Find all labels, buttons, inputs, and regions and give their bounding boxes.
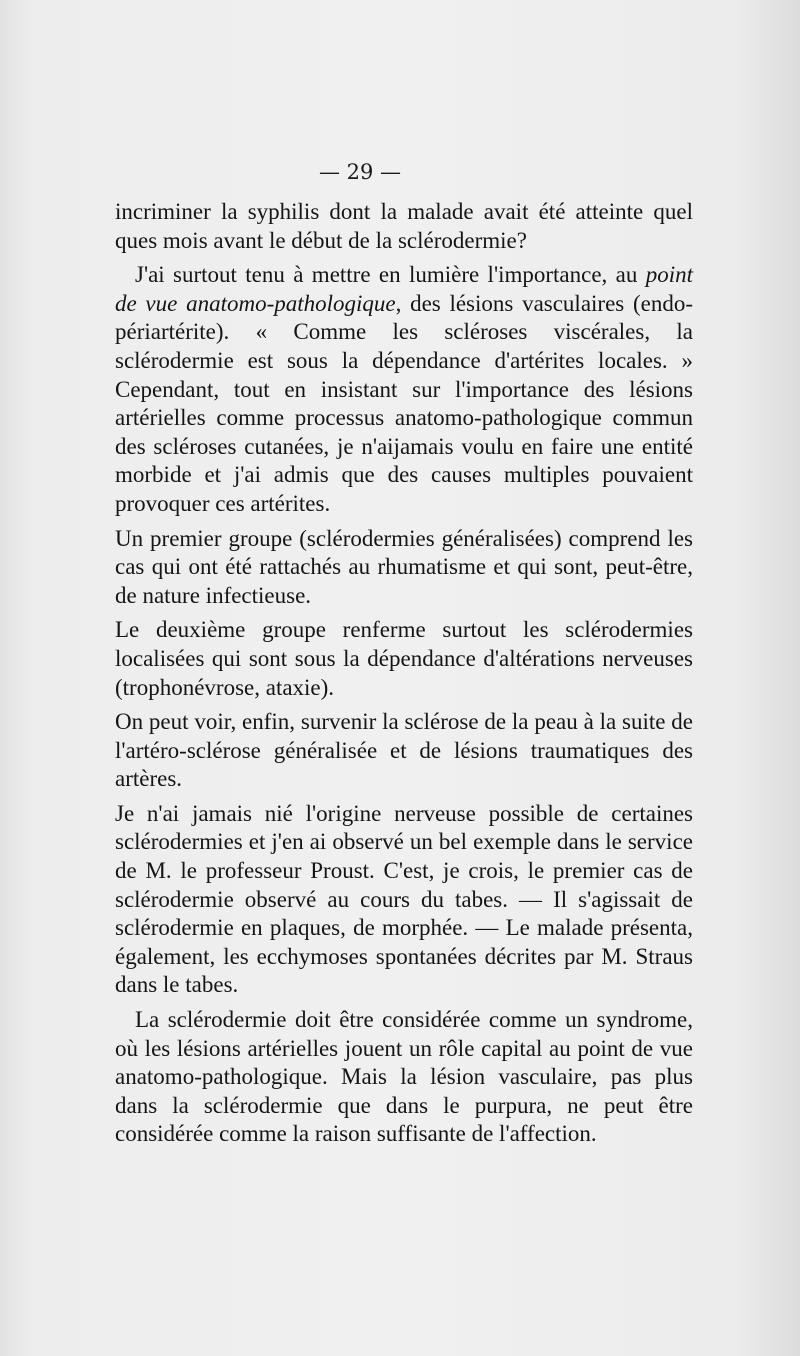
paragraph-3: Un premier groupe (sclérodermies généralisées) comprend les cas qui ont été rattachés au rhumatisme et qui sont, peut-être, de nature infectieuse. (115, 525, 693, 608)
paragraph-1: incriminer la syphilis dont la malade avait été atteinte quel ques mois avant le début de la sclérodermie? (115, 199, 693, 253)
paragraph-2-before: J'ai surtout tenu à mettre en lumière l'importance, au (135, 262, 646, 288)
body-text (115, 198, 693, 1155)
paragraph-5: On peut voir, enfin, survenir la sclérose de la peau à la suite de l'artéro-sclérose généralisée et de lésions traumatiques des artères. (115, 709, 693, 792)
paragraph-2 (115, 261, 693, 518)
page-number: — 29 — (318, 160, 402, 184)
paragraph-4: Le deuxième groupe renferme surtout les sclérodermies localisées qui sont sous la dépendance d'altérations nerveuses (trophonévrose, ataxie). (115, 617, 693, 700)
paragraph-7: La sclérodermie doit être considérée comme un syndrome, où les lésions artérielles jouent un rôle capital au point de vue anatomo-pathologique. Mais la lésion vasculaire, pas plus dans la sclérodermie que dans le purpura, ne peut être considérée comme la raison suffisante de l'affection. (115, 1007, 693, 1147)
paragraph-2-after: , des lésions vasculaires (endo-périartérite). « Comme les scléroses viscérales, la sclérodermie est sous la dépendance d'artérites locales. » Cependant, tout en insistant sur l'importance des lésions artérielles comme processus anatomo-pathologique commun des scléroses cutanées, je n'aijamais voulu en faire une entité morbide et j'ai admis que des causes multiples pouvaient provoquer ces artérites. (115, 290, 693, 516)
paragraph-2-italic: point de vue anatomo-pathologique (115, 262, 693, 316)
paragraph-6: Je n'ai jamais nié l'origine nerveuse possible de certaines sclérodermies et j'en ai observé un bel exemple dans le service de M. le professeur Proust. C'est, je crois, le premier cas de sclérodermie observé au cours du tabes. — Il s'agissait de sclérodermie en plaques, de morphée. — Le malade présenta, également, les ecchymoses spontanées décrites par M. Straus dans le tabes. (115, 800, 693, 998)
